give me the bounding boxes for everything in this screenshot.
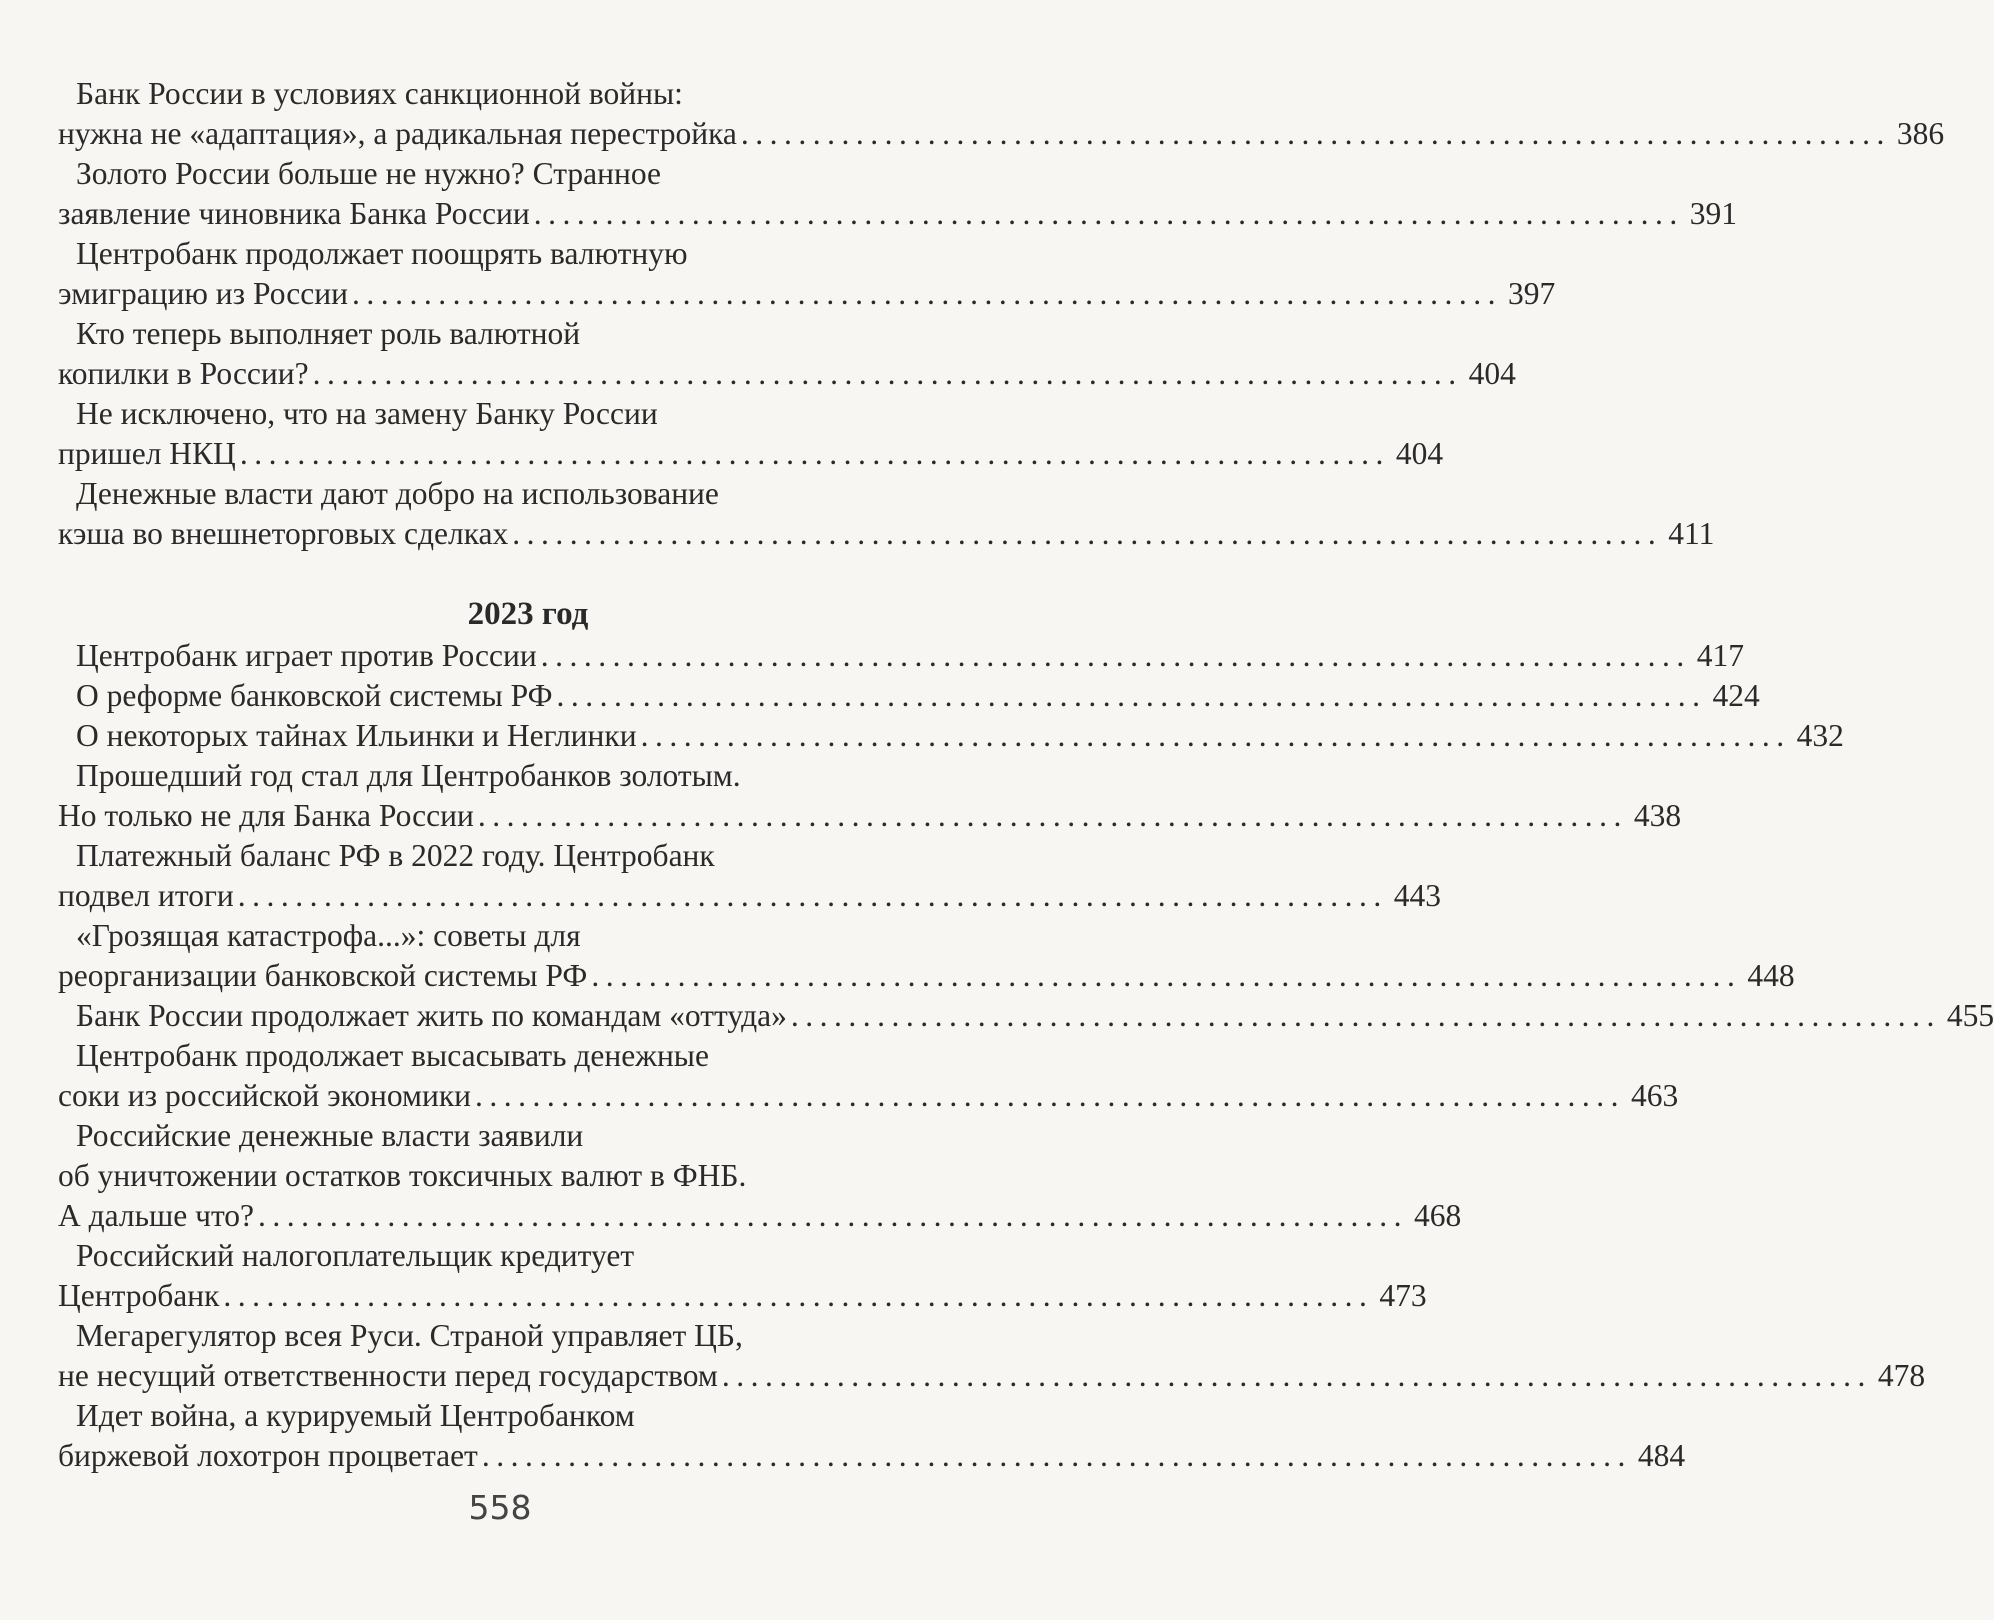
dot-leader: ................................................................................ [740,116,1891,151]
toc-entry-title-line: копилки в России? [58,356,309,391]
toc-page-number: 484 [1637,1438,1686,1473]
toc-page-number: 448 [1747,958,1795,993]
toc-entry-last-line [58,1196,1462,1236]
toc-entry-last-line [58,956,1795,996]
toc-entry [58,836,1441,916]
dot-leader: ................................................................................ [351,276,1502,311]
toc-entry-last-line [58,194,1738,234]
page-number: 558 [468,1488,532,1527]
toc-page-number: 468 [1414,1198,1462,1233]
toc-entry-title-line: не несущий ответственности перед государством [58,1358,718,1393]
toc-entry-title-line: А дальше что? [58,1198,255,1233]
toc-entry [58,676,1760,716]
toc-entry-title-line: Российские денежные власти заявили [76,1118,584,1153]
toc-entry-last-line [58,676,1760,716]
toc-page-number: 432 [1796,718,1844,753]
toc-entry [58,636,1744,676]
toc-entry-title-line: Центробанк продолжает высасывать денежные [76,1038,709,1073]
toc-page-number: 397 [1507,276,1556,311]
toc-page-number: 473 [1379,1278,1427,1313]
toc-entry-title-line: Центробанк играет против России [76,638,537,673]
toc-entry-last-line [58,434,1444,474]
toc-entry [58,716,1844,756]
toc-entry-title-line: подвел итоги [58,878,234,913]
toc-entry-title-line: Кто теперь выполняет роль валютной [76,316,581,351]
toc-group-2023 [58,636,1994,1476]
section-heading-2023: 2023 год [467,596,589,632]
toc-entry-title-line: Российский налогоплательщик кредитует [76,1238,635,1273]
dot-leader: ................................................................................ [512,516,1663,551]
toc-page-number: 417 [1696,638,1744,673]
toc-entry [58,154,1738,234]
dot-leader: ................................................................................ [258,1198,1409,1233]
toc-entry-title-line: Прошедший год стал для Центробанков золотым. [76,758,741,793]
toc-entry [58,314,1516,394]
dot-leader: ................................................................................ [790,998,1941,1033]
toc-entry-last-line [58,354,1516,394]
toc-entry-title-line: О некоторых тайнах Ильинки и Неглинки [76,718,637,753]
toc-group-2022-tail [58,74,1945,554]
dot-leader: ................................................................................ [237,878,1388,913]
toc-page-number: 404 [1468,356,1516,391]
toc-entry-last-line [58,514,1715,554]
toc-entry-title-line: Золото России больше не нужно? Странное [76,156,661,191]
dot-leader: ................................................................................ [239,436,1390,471]
toc-entry-title-line: нужна не «адаптация», а радикальная перестройка [58,116,737,151]
toc-entry-title-line: соки из российской экономики [58,1078,472,1113]
dot-leader: ................................................................................ [640,718,1791,753]
toc-entry-title-line: Платежный баланс РФ в 2022 году. Центробанк [76,838,715,873]
toc-entry-title-line: биржевой лохотрон процветает [58,1438,478,1473]
toc-entry-title-line: О реформе банковской системы РФ [76,678,553,713]
toc-entry [58,74,1945,154]
toc-page-number: 478 [1877,1358,1926,1393]
toc-page-number: 438 [1633,798,1682,833]
toc-entry-last-line [58,876,1441,916]
toc-entry [58,1316,1926,1396]
toc-entry-title-line: «Грозящая катастрофа...»: советы для [76,918,581,953]
toc-page-number: 391 [1689,196,1738,231]
dot-leader: ................................................................................ [477,798,1628,833]
toc-entry-last-line [58,1356,1926,1396]
toc-entry-title-line: Мегарегулятор всея Руси. Страной управляет ЦБ, [76,1318,743,1353]
dot-leader: ................................................................................ [721,1358,1872,1393]
toc-entry-last-line [58,796,1682,836]
dot-leader: ................................................................................ [556,678,1707,713]
toc-page-number: 404 [1395,436,1444,471]
dot-leader: ................................................................................ [591,958,1742,993]
toc-entry-last-line [58,716,1844,756]
toc-entry [58,1396,1686,1476]
toc-entry [58,474,1715,554]
toc-page-number: 386 [1896,116,1945,151]
toc-entry-title-line: Центробанк [58,1278,220,1313]
dot-leader: ................................................................................ [312,356,1463,391]
toc-entry-last-line [58,1076,1679,1116]
toc-entry [58,1036,1679,1116]
toc-entry-title-line: об уничтожении остатков токсичных валют в ФНБ. [58,1158,747,1193]
toc-entry-last-line [58,274,1556,314]
dot-leader: ................................................................................ [540,638,1691,673]
toc-entry-title-line: заявление чиновника Банка России [58,196,530,231]
dot-leader: ................................................................................ [223,1278,1374,1313]
toc-entry-title-line: реорганизации банковской системы РФ [58,958,588,993]
toc-page-number: 443 [1393,878,1441,913]
toc-entry-title-line: Банк России в условиях санкционной войны: [76,76,683,111]
toc-page-number: 424 [1712,678,1760,713]
table-of-contents [58,74,1994,1476]
toc-entry-title-line: Не исключено, что на замену Банку России [76,396,658,431]
toc-entry-title-line: эмиграцию из России [58,276,348,311]
toc-entry-title-line: Центробанк продолжает поощрять валютную [76,236,688,271]
toc-page-number: 463 [1631,1078,1679,1113]
toc-entry [58,1116,1462,1236]
toc-entry-title-line: Идет война, а курируемый Центробанком [76,1398,635,1433]
toc-entry [58,756,1682,836]
toc-entry-last-line [58,636,1744,676]
toc-entry-title-line: Денежные власти дают добро на использование [76,476,719,511]
toc-entry [58,996,1994,1036]
toc-entry-title-line: Банк России продолжает жить по командам «оттуда» [76,998,787,1033]
toc-page-number: 411 [1668,516,1715,551]
toc-entry-title-line: пришел НКЦ [58,436,236,471]
toc-entry [58,916,1795,996]
toc-entry [58,234,1556,314]
dot-leader: ................................................................................ [533,196,1684,231]
dot-leader: ................................................................................ [481,1438,1632,1473]
toc-page-number: 455 [1946,998,1994,1033]
toc-entry-last-line [58,114,1945,154]
toc-entry-title-line: кэша во внешнеторговых сделках [58,516,509,551]
toc-entry-last-line [58,996,1994,1036]
toc-entry [58,1236,1427,1316]
dot-leader: ................................................................................ [475,1078,1626,1113]
toc-entry-title-line: Но только не для Банка России [58,798,474,833]
toc-entry-last-line [58,1276,1427,1316]
toc-entry [58,394,1444,474]
toc-entry-last-line [58,1436,1686,1476]
